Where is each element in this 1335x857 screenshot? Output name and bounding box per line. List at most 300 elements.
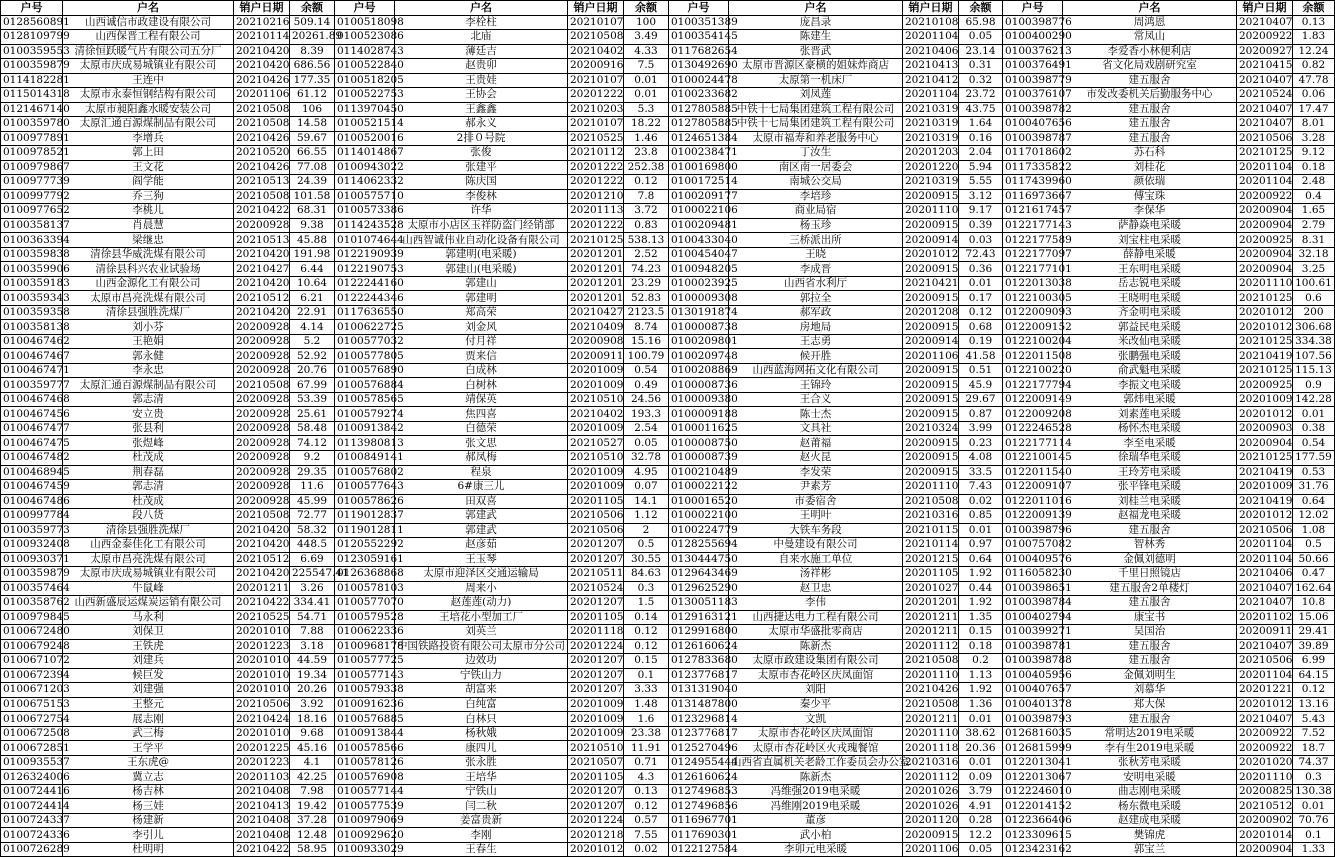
balance-cell: 0.54 — [1293, 436, 1335, 451]
account-name-cell: 建五服舍 — [1063, 712, 1237, 727]
account-name-cell: 郭建明 — [395, 291, 568, 306]
close-date-cell: 20210508 — [234, 189, 290, 204]
account-no-cell: 0100359773 — [1, 523, 63, 538]
account-name-cell: 王文花 — [63, 160, 234, 175]
close-date-cell: 20210402 — [568, 44, 624, 59]
table-row — [669, 567, 1003, 582]
balance-cell: 101.58 — [290, 189, 335, 204]
account-name-cell: 王鑫鑫 — [395, 102, 568, 117]
balance-cell: 29.67 — [959, 392, 1003, 407]
table-row — [335, 392, 669, 407]
account-no-cell: 0122127584 — [669, 842, 729, 857]
table-row — [335, 30, 669, 45]
account-name-cell: 2排０号院 — [395, 131, 568, 146]
account-name-cell: 白林只 — [395, 712, 568, 727]
account-no-cell: 0100675153 — [1, 697, 63, 712]
account-name-cell: 李桃儿 — [63, 204, 234, 219]
close-date-cell: 20210407 — [1237, 581, 1293, 596]
account-name-cell: 郭拉全 — [729, 291, 903, 306]
account-name-cell: 郭建山 — [395, 276, 568, 291]
account-no-cell: 0100358138 — [1, 320, 63, 335]
table-row — [335, 625, 669, 640]
close-date-cell: 20201102 — [1237, 610, 1293, 625]
balance-cell: 0.01 — [1293, 407, 1335, 422]
table-row — [335, 668, 669, 683]
table-row — [669, 276, 1003, 291]
account-name-cell: 王连中 — [63, 73, 234, 88]
account-no-cell: 0100979867 — [1, 160, 63, 175]
account-name-cell: 王志勇 — [729, 334, 903, 349]
balance-cell: 5.2 — [290, 334, 335, 349]
table-row — [335, 842, 669, 857]
account-no-cell: 0100398784 — [1003, 596, 1063, 611]
balance-cell: 100.79 — [624, 349, 669, 364]
table-row — [335, 567, 669, 582]
table-row — [1, 392, 335, 407]
account-name-cell: 建五服舍 — [1063, 523, 1237, 538]
table-row — [669, 320, 1003, 335]
account-name-cell: 李增兵 — [63, 131, 234, 146]
close-date-cell: 20200915 — [903, 189, 959, 204]
account-no-cell: 0100968178 — [335, 639, 395, 654]
table-row — [1003, 509, 1335, 524]
table-row — [1, 189, 335, 204]
close-date-cell: 20201012 — [903, 247, 959, 262]
account-name-cell: 郭建武 — [395, 523, 568, 538]
table-row — [1003, 276, 1335, 291]
account-name-cell: 安立贵 — [63, 407, 234, 422]
table-row — [1003, 160, 1335, 175]
account-table-panel-3 — [668, 0, 1003, 857]
close-date-cell: 20210406 — [903, 44, 959, 59]
balance-cell: 45.16 — [290, 741, 335, 756]
table-row — [1003, 465, 1335, 480]
account-no-cell: 0100454047 — [669, 247, 729, 262]
table-row — [335, 73, 669, 88]
close-date-cell: 20210125 — [1237, 450, 1293, 465]
account-name-cell: 米改仙电采暖 — [1063, 334, 1237, 349]
close-date-cell: 20210508 — [234, 378, 290, 393]
account-name-cell: 杨建新 — [63, 813, 234, 828]
account-name-cell: 文具社 — [729, 421, 903, 436]
account-name-cell: 郭建明(电采暖) — [395, 247, 568, 262]
close-date-cell: 20210427 — [568, 305, 624, 320]
account-no-cell: 0121617457 — [1003, 204, 1063, 219]
close-date-cell: 20201207 — [568, 799, 624, 814]
table-row — [1, 668, 335, 683]
account-no-cell: 0122190939 — [335, 247, 395, 262]
account-no-cell: 0123776817 — [669, 668, 729, 683]
account-no-cell: 0120552292 — [335, 538, 395, 553]
account-no-cell: 0100359183 — [1, 276, 63, 291]
close-date-cell: 20210506 — [1237, 131, 1293, 146]
close-date-cell: 20210421 — [903, 276, 959, 291]
account-no-cell: 0100467467 — [1, 349, 63, 364]
balance-cell: 0.07 — [624, 480, 669, 495]
account-no-cell: 0100579528 — [335, 610, 395, 625]
table-row — [1, 523, 335, 538]
balance-cell: 12.02 — [1293, 509, 1335, 524]
close-date-cell: 20200911 — [1237, 625, 1293, 640]
account-no-cell: 0100576884 — [335, 378, 395, 393]
close-date-cell: 20210319 — [903, 131, 959, 146]
close-date-cell: 20201009 — [568, 697, 624, 712]
balance-cell: 19.34 — [290, 668, 335, 683]
balance-cell: 0.71 — [624, 755, 669, 770]
account-no-cell: 0100724337 — [1, 813, 63, 828]
balance-cell: 45.99 — [290, 494, 335, 509]
account-no-cell: 0100376107 — [1003, 88, 1063, 103]
balance-cell: 11.91 — [624, 741, 669, 756]
account-name-cell: 冯维强2019电采暖 — [729, 784, 903, 799]
table-row — [335, 59, 669, 74]
close-date-cell: 20210316 — [903, 509, 959, 524]
account-name-cell: 秦少平 — [729, 697, 903, 712]
balance-cell: 0.68 — [959, 320, 1003, 335]
balance-cell: 14.58 — [290, 117, 335, 132]
account-no-cell: 0119012837 — [335, 509, 395, 524]
account-no-cell: 0100024478 — [669, 73, 729, 88]
close-date-cell: 20201224 — [568, 639, 624, 654]
balance-cell: 1.46 — [624, 131, 669, 146]
table-row — [669, 465, 1003, 480]
account-name-cell: 李伟 — [729, 596, 903, 611]
balance-cell: 0.01 — [624, 73, 669, 88]
close-date-cell: 20210506 — [234, 697, 290, 712]
balance-cell: 0.12 — [959, 305, 1003, 320]
balance-cell: 1.12 — [624, 509, 669, 524]
close-date-cell: 20200928 — [234, 407, 290, 422]
balance-cell: 65.98 — [959, 15, 1003, 30]
account-name-cell: 杨怀杰电采暖 — [1063, 421, 1237, 436]
account-no-cell: 0100363394 — [1, 233, 63, 248]
account-no-cell: 0100577643 — [335, 480, 395, 495]
table-row — [669, 828, 1003, 843]
account-no-cell: 0121467140 — [1, 102, 63, 117]
account-name-cell: 乔三狗 — [63, 189, 234, 204]
account-no-cell: 0100622725 — [335, 320, 395, 335]
table-row — [335, 639, 669, 654]
account-no-cell: 0123059161 — [335, 552, 395, 567]
close-date-cell: 20210426 — [234, 160, 290, 175]
account-no-cell: 0100399271 — [1003, 625, 1063, 640]
table-row — [1003, 102, 1335, 117]
account-no-cell: 0122009149 — [1003, 392, 1063, 407]
close-date-cell: 20201223 — [234, 639, 290, 654]
account-no-cell: 0129643469 — [669, 567, 729, 582]
account-no-cell: 0100977652 — [1, 204, 63, 219]
close-date-cell: 20210426 — [234, 73, 290, 88]
account-no-cell: 0100726289 — [1, 842, 63, 857]
account-name-cell: 康四儿 — [395, 741, 568, 756]
balance-cell: 0.12 — [1293, 683, 1335, 698]
table-row — [1, 799, 335, 814]
table-row — [1003, 523, 1335, 538]
account-name-cell: 刘桂花 — [1063, 160, 1237, 175]
account-name-cell: 白纯富 — [395, 697, 568, 712]
close-date-cell: 20201106 — [903, 842, 959, 857]
header-balance: 余额 — [959, 1, 1003, 16]
balance-cell: 3.18 — [290, 639, 335, 654]
table-row — [1003, 755, 1335, 770]
close-date-cell: 20200925 — [1237, 233, 1293, 248]
account-name-cell: 张平锋电采暖 — [1063, 480, 1237, 495]
close-date-cell: 20201211 — [903, 712, 959, 727]
header-account-no: 户号 — [335, 1, 395, 16]
balance-cell: 15.16 — [624, 334, 669, 349]
close-date-cell: 20210419 — [1237, 494, 1293, 509]
close-date-cell: 20201201 — [568, 262, 624, 277]
close-date-cell: 20200908 — [568, 334, 624, 349]
header-account-no: 户号 — [1003, 1, 1063, 16]
account-no-cell: 0100577144 — [335, 784, 395, 799]
table-row — [1003, 117, 1335, 132]
balance-cell: 39.89 — [1293, 639, 1335, 654]
account-name-cell: 山西蓝海网拓文化有限公司 — [729, 363, 903, 378]
close-date-cell: 20210512 — [234, 552, 290, 567]
account-no-cell: 0100578626 — [335, 494, 395, 509]
table-row — [1, 538, 335, 553]
table-row — [1, 233, 335, 248]
table-row — [1, 509, 335, 524]
account-name-cell: 郭上田 — [63, 146, 234, 161]
table-row — [1, 654, 335, 669]
account-name-cell: 候开胜 — [729, 349, 903, 364]
header-balance: 余额 — [290, 1, 335, 16]
table-row — [335, 480, 669, 495]
account-name-cell: 李至电采暖 — [1063, 436, 1237, 451]
account-no-cell: 0100467475 — [1, 436, 63, 451]
close-date-cell: 20200915 — [903, 407, 959, 422]
account-name-cell: 刘金风 — [395, 320, 568, 335]
account-no-cell: 0100521514 — [335, 117, 395, 132]
balance-cell: 7.43 — [959, 480, 1003, 495]
account-name-cell: 郭志清 — [63, 392, 234, 407]
balance-cell: 8.74 — [624, 320, 669, 335]
table-row — [335, 131, 669, 146]
table-row — [335, 697, 669, 712]
close-date-cell: 20201201 — [568, 276, 624, 291]
account-name-cell: 中国铁路投资有限公司太原市分公司 — [395, 639, 568, 654]
close-date-cell: 20210510 — [568, 450, 624, 465]
table-row — [1, 712, 335, 727]
balance-cell: 1.64 — [959, 117, 1003, 132]
account-no-cell: 0122177143 — [1003, 218, 1063, 233]
balance-cell: 20.36 — [959, 741, 1003, 756]
balance-cell: 0.14 — [624, 610, 669, 625]
table-row — [1, 349, 335, 364]
balance-cell: 0.01 — [1293, 799, 1335, 814]
table-row — [669, 44, 1003, 59]
close-date-cell: 20201009 — [568, 465, 624, 480]
close-date-cell: 20210319 — [903, 175, 959, 190]
table-row — [1003, 349, 1335, 364]
account-name-cell: 山西省水利厅 — [729, 276, 903, 291]
account-no-cell: 0100009380 — [669, 392, 729, 407]
balance-cell: 509.14 — [290, 15, 335, 30]
close-date-cell: 20201220 — [903, 160, 959, 175]
account-no-cell: 0100358762 — [1, 596, 63, 611]
table-row — [1003, 813, 1335, 828]
account-name-cell: 建五服舍 — [1063, 73, 1237, 88]
balance-cell: 107.56 — [1293, 349, 1335, 364]
balance-cell: 0.23 — [959, 436, 1003, 451]
account-no-cell: 0100467459 — [1, 480, 63, 495]
table-row — [335, 421, 669, 436]
balance-cell: 41.58 — [959, 349, 1003, 364]
account-name-cell: 李俊林 — [395, 189, 568, 204]
close-date-cell: 20201009 — [1237, 392, 1293, 407]
close-date-cell: 20201009 — [568, 712, 624, 727]
close-date-cell: 20201105 — [568, 770, 624, 785]
close-date-cell: 20201104 — [903, 30, 959, 45]
account-name-cell: 康宝书 — [1063, 610, 1237, 625]
account-no-cell: 0122011508 — [1003, 349, 1063, 364]
account-no-cell: 0100359906 — [1, 262, 63, 277]
account-no-cell: 0122011016 — [1003, 494, 1063, 509]
close-date-cell: 20200928 — [234, 320, 290, 335]
close-date-cell: 20210125 — [1237, 291, 1293, 306]
account-name-cell: 王晓 — [729, 247, 903, 262]
account-name-cell: 刘素莲电采暖 — [1063, 407, 1237, 422]
balance-cell: 9.2 — [290, 450, 335, 465]
balance-cell: 0.05 — [959, 30, 1003, 45]
account-name-cell: 山西保晋工程有限公司 — [63, 30, 234, 45]
balance-cell: 0.1 — [1293, 828, 1335, 843]
account-name-cell: 郭炜电采暖 — [1063, 392, 1237, 407]
close-date-cell: 20210510 — [568, 741, 624, 756]
account-no-cell: 0100407656 — [1003, 117, 1063, 132]
table-row — [669, 73, 1003, 88]
balance-cell: 200 — [1293, 305, 1335, 320]
account-no-cell: 0100672851 — [1, 741, 63, 756]
table-row — [335, 175, 669, 190]
account-no-cell: 0100398776 — [1003, 15, 1063, 30]
close-date-cell: 20200928 — [234, 494, 290, 509]
account-no-cell: 0122100305 — [1003, 291, 1063, 306]
close-date-cell: 20201009 — [568, 363, 624, 378]
table-row — [1003, 770, 1335, 785]
close-date-cell: 20201207 — [568, 552, 624, 567]
account-no-cell: 0100016520 — [669, 494, 729, 509]
account-name-cell: 建五服舍 — [1063, 596, 1237, 611]
close-date-cell: 20201010 — [234, 683, 290, 698]
close-date-cell: 20200902 — [1237, 813, 1293, 828]
table-row — [335, 334, 669, 349]
balance-cell: 74.12 — [290, 436, 335, 451]
balance-cell: 37.28 — [290, 813, 335, 828]
table-row — [1003, 712, 1335, 727]
account-no-cell: 0100576908 — [335, 770, 395, 785]
account-no-cell: 0117335822 — [1003, 160, 1063, 175]
account-name-cell: 太原市小店区玉祥防盗门经销部 — [395, 218, 568, 233]
account-name-cell: 刘建兵 — [63, 654, 234, 669]
table-row — [1003, 683, 1335, 698]
account-no-cell: 0100359780 — [1, 117, 63, 132]
balance-cell: 2.52 — [624, 247, 669, 262]
table-row — [335, 276, 669, 291]
table-row — [335, 726, 669, 741]
account-name-cell: 郑高荣 — [395, 305, 568, 320]
table-row — [1003, 146, 1335, 161]
table-row — [1, 465, 335, 480]
balance-cell: 2.04 — [959, 146, 1003, 161]
account-name-cell: 建五服舍 — [1063, 639, 1237, 654]
table-row — [1, 146, 335, 161]
account-no-cell: 0100724336 — [1, 828, 63, 843]
balance-cell: 4.91 — [959, 799, 1003, 814]
close-date-cell: 20201118 — [568, 625, 624, 640]
close-date-cell: 20201224 — [568, 813, 624, 828]
account-no-cell: 0100997792 — [1, 189, 63, 204]
account-name-cell: 常凤山 — [1063, 30, 1237, 45]
close-date-cell: 20210420 — [234, 523, 290, 538]
account-no-cell: 0100359879 — [1, 59, 63, 74]
account-name-cell: 赵卫忠 — [729, 581, 903, 596]
balance-cell: 191.98 — [290, 247, 335, 262]
close-date-cell: 20210513 — [234, 233, 290, 248]
account-name-cell: 薛静电采暖 — [1063, 247, 1237, 262]
balance-cell: 30.55 — [624, 552, 669, 567]
balance-cell: 0.85 — [959, 509, 1003, 524]
account-no-cell: 0100359838 — [1, 247, 63, 262]
table-row — [1003, 784, 1335, 799]
balance-cell: 0.02 — [624, 842, 669, 857]
account-no-cell: 0117690301 — [669, 828, 729, 843]
account-name-cell: 刘保卫 — [63, 625, 234, 640]
table-row — [669, 436, 1003, 451]
balance-cell: 84.63 — [624, 567, 669, 582]
table-row — [1, 581, 335, 596]
close-date-cell: 20210412 — [903, 73, 959, 88]
table-row — [335, 160, 669, 175]
balance-cell: 0.01 — [959, 523, 1003, 538]
balance-cell: 53.39 — [290, 392, 335, 407]
account-name-cell: 李永忠 — [63, 363, 234, 378]
account-name-cell: 付月祥 — [395, 334, 568, 349]
table-row — [1003, 218, 1335, 233]
balance-cell: 61.12 — [290, 88, 335, 103]
table-row — [669, 262, 1003, 277]
balance-cell: 0.64 — [1293, 494, 1335, 509]
table-row — [335, 117, 669, 132]
close-date-cell: 20210422 — [234, 596, 290, 611]
balance-cell: 7.98 — [290, 784, 335, 799]
table-row — [335, 436, 669, 451]
account-name-cell: 市委宿舍 — [729, 494, 903, 509]
table-row — [1003, 291, 1335, 306]
close-date-cell: 20200928 — [234, 218, 290, 233]
close-date-cell: 20201009 — [568, 378, 624, 393]
balance-cell: 19.42 — [290, 799, 335, 814]
account-no-cell: 0100576802 — [335, 465, 395, 480]
balance-cell: 5.55 — [959, 175, 1003, 190]
balance-cell: 68.31 — [290, 204, 335, 219]
account-no-cell: 0100398788 — [1003, 654, 1063, 669]
account-no-cell: 0100579338 — [335, 683, 395, 698]
balance-cell: 0.53 — [1293, 465, 1335, 480]
account-no-cell: 0100376213 — [1003, 44, 1063, 59]
close-date-cell: 20200904 — [1237, 204, 1293, 219]
close-date-cell: 20201215 — [903, 552, 959, 567]
account-table-panel-2 — [334, 0, 669, 857]
balance-cell: 2.48 — [1293, 175, 1335, 190]
table-row — [335, 581, 669, 596]
account-no-cell: 0130444750 — [669, 552, 729, 567]
account-no-cell: 0127496853 — [669, 784, 729, 799]
account-no-cell: 0122100145 — [1003, 450, 1063, 465]
account-no-cell: 0100577725 — [335, 654, 395, 669]
